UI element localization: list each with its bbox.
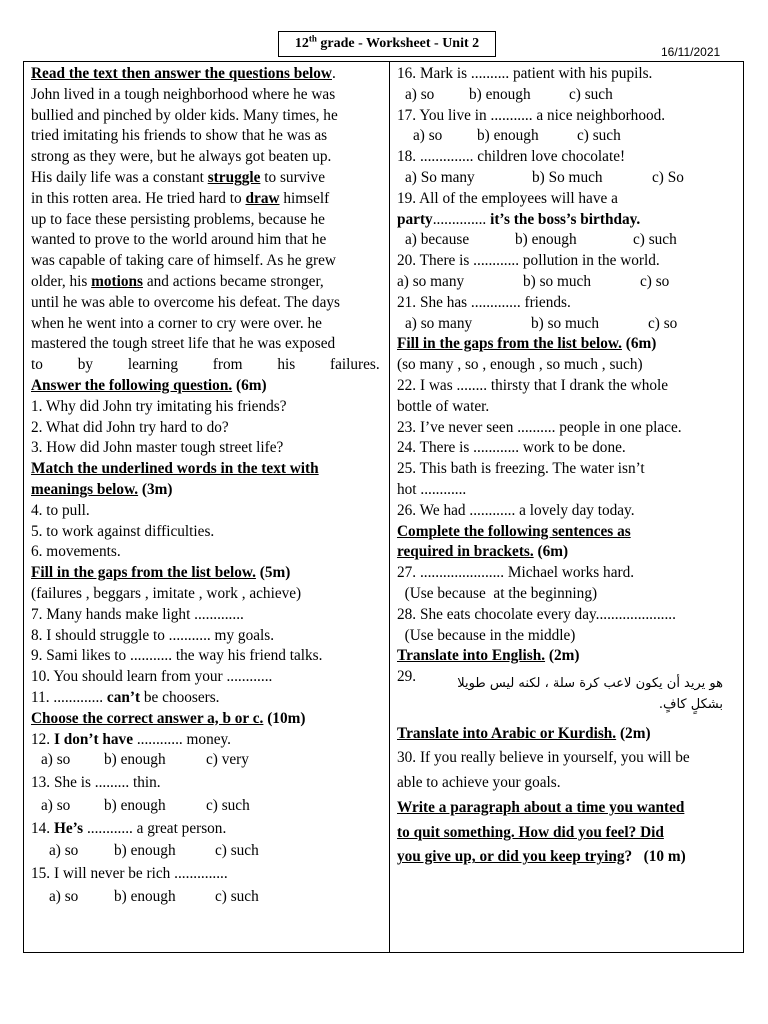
choice-19-options — [397, 230, 739, 251]
choice-blank: .............. — [432, 210, 487, 228]
option-a: a) so — [41, 796, 71, 814]
choice-bold: He’s — [53, 819, 84, 837]
choice-20-options — [397, 272, 739, 293]
match-heading-line2 — [31, 480, 381, 501]
gap-22: 22. I was ........ thirsty that I drank the whole — [397, 376, 669, 394]
option-a: a) So many — [405, 168, 475, 186]
passage-line: bullied and pinched by older kids. Many times, he — [31, 106, 338, 124]
question-3: 3. How did John master tough street life? — [31, 439, 284, 457]
underlined-word-motions: motions — [91, 272, 143, 290]
translate-29-number: 29. — [397, 668, 417, 686]
option-b: b) so much — [523, 272, 591, 290]
choice-16: 16. Mark is .......... patient with his pupils. — [397, 65, 653, 82]
choice-17: 17. You live in ........... a nice neighborhood. — [397, 106, 666, 124]
sentence-27: 27. ...................... Michael works hard. — [397, 564, 635, 582]
choice-15: 15. I will never be rich .............. — [31, 865, 228, 883]
complete-heading-text: required in brackets. — [397, 543, 534, 561]
gap-25: 25. This bath is freezing. The water isn’t — [397, 460, 645, 478]
left-column — [31, 64, 381, 908]
choice-14-options — [31, 841, 381, 862]
arabic-sentence-line1: هو يريد أن يكون لاعب كرة سلة ، لكنه ليس طويلا — [457, 675, 723, 691]
underlined-word-draw: draw — [245, 189, 280, 207]
passage-line: John lived in a tough neighborhood where he was — [31, 85, 336, 103]
worksheet-title — [278, 31, 496, 57]
choice-19: 19. All of the employees will have a — [397, 189, 618, 207]
passage-line — [31, 168, 381, 189]
gap-24: 24. There is ............ work to be done. — [397, 439, 626, 457]
choice-12 — [31, 730, 381, 751]
option-a: a) so — [49, 888, 79, 906]
option-a: a) so — [413, 127, 443, 145]
writing-question-mark: ? — [624, 848, 633, 866]
passage-line: tried imitating his friends to show that he was as — [31, 127, 328, 145]
match-marks: (3m) — [138, 480, 173, 498]
gap-23: 23. I’ve never seen .......... people in one place. — [397, 418, 682, 436]
choose-heading — [31, 709, 381, 730]
choice-bold: it’s the boss’s birthday. — [486, 210, 641, 228]
option-b: b) enough — [104, 751, 166, 769]
translate-ar-marks: (2m) — [616, 724, 651, 742]
passage-line: until he was able to overcome his defeat. The days — [31, 293, 340, 311]
gap-text: 11. ............. — [31, 688, 107, 706]
gap-10: 10. You should learn from your ............ — [31, 668, 273, 686]
passage-text: himself — [279, 189, 330, 207]
choice-bold: I don’t have — [53, 730, 133, 748]
passage-line — [31, 272, 381, 293]
choice-text: ............ money. — [133, 730, 232, 748]
choice-21-options — [397, 314, 739, 335]
meaning-6: 6. movements. — [31, 543, 121, 561]
gap-bold-word: can’t — [106, 688, 141, 706]
question-2: 2. What did John try hard to do? — [31, 418, 229, 436]
passage-line: mastered the tough street life that he was exposed — [31, 335, 336, 353]
sentence-27-note: (Use because at the beginning) — [397, 584, 598, 602]
complete-marks: (6m) — [533, 543, 569, 561]
fill2-heading — [397, 334, 739, 355]
fill-heading-text: Fill in the gaps from the list below. — [31, 564, 256, 582]
word-list: (failures , beggars , imitate , work , achieve) — [31, 584, 302, 602]
complete-heading: Complete the following sentences as — [397, 522, 631, 540]
reading-heading-text: Read the text then answer the questions below — [31, 65, 332, 82]
reading-heading-end: . — [331, 65, 336, 82]
right-column — [397, 64, 739, 868]
choice-text: ............ a great person. — [83, 819, 227, 837]
choice-20: 20. There is ............ pollution in the world. — [397, 252, 660, 270]
passage-text: in this rotten area. He tried hard to — [31, 189, 246, 207]
gap-11 — [31, 688, 381, 709]
arabic-sentence-line2: بشكلٍ كافٍ. — [658, 696, 723, 712]
choice-13-options — [31, 796, 381, 817]
writing-marks: (10 m) — [632, 848, 686, 866]
passage-text: His daily life was a constant — [31, 168, 208, 186]
choice-text: 14. — [31, 819, 54, 837]
translate-en-heading — [397, 646, 739, 667]
option-c: c) very — [206, 751, 249, 769]
choice-16-options — [397, 85, 739, 106]
title-grade: 12 — [294, 36, 309, 51]
option-b: b) enough — [114, 842, 176, 860]
gap-25-line2: hot ............ — [397, 480, 467, 498]
fill-marks: (5m) — [255, 564, 291, 582]
writing-heading: Write a paragraph about a time you wanted — [397, 798, 685, 816]
choice-14 — [31, 819, 381, 840]
choice-text: 12. — [31, 730, 54, 748]
choose-heading-text: Choose the correct answer a, b or c. — [31, 709, 264, 727]
questions-heading-text: Answer the following question. — [31, 376, 233, 394]
option-b: b) enough — [104, 796, 166, 814]
passage-line: to by learning from his failures. — [31, 356, 380, 374]
translate-30: 30. If you really believe in yourself, you will be — [397, 749, 690, 767]
option-c: c) so — [640, 272, 670, 290]
choose-marks: (10m) — [263, 709, 306, 727]
gap-26: 26. We had ............ a lovely day today. — [397, 501, 635, 519]
passage-line: strong as they were, but he always got beaten up. — [31, 148, 332, 166]
column-divider — [389, 61, 390, 953]
title-text: grade - Worksheet - Unit 2 — [316, 36, 480, 51]
passage-line: when he went into a corner to cry were over. he — [31, 314, 322, 332]
option-c: c) So — [652, 168, 684, 186]
meaning-5: 5. to work against difficulties. — [31, 522, 215, 540]
meaning-4: 4. to pull. — [31, 501, 90, 519]
choice-15-options — [31, 887, 381, 908]
translate-en-marks: (2m) — [545, 647, 580, 665]
writing-heading-line2: to quit something. How did you feel? Did — [397, 823, 664, 841]
underlined-word-struggle: struggle — [207, 168, 261, 186]
translate-ar-heading-text: Translate into Arabic or Kurdish. — [397, 724, 617, 742]
sentence-28-note: (Use because in the middle) — [397, 626, 576, 644]
gap-7: 7. Many hands make light ............. — [31, 605, 244, 623]
choice-17-options — [397, 126, 739, 147]
option-a: a) so many — [405, 314, 473, 332]
passage-line: wanted to prove to the world around him that he — [31, 231, 327, 249]
match-heading: Match the underlined words in the text with — [31, 460, 319, 478]
title-sup: th — [308, 33, 317, 44]
fill-heading — [31, 563, 381, 584]
option-c: c) so — [648, 314, 678, 332]
passage-line: was capable of taking care of himself. As he grew — [31, 252, 336, 270]
gap-22-line2: bottle of water. — [397, 397, 490, 415]
option-a: a) so many — [397, 272, 465, 290]
passage-text: and actions became stronger, — [143, 272, 324, 290]
translate-en-heading-text: Translate into English. — [397, 647, 546, 665]
gap-9: 9. Sami likes to ........... the way his friend talks. — [31, 647, 323, 665]
choice-18: 18. .............. children love chocolate! — [397, 148, 626, 166]
option-a: a) so — [41, 751, 71, 769]
option-b: b) so much — [531, 314, 599, 332]
choice-19-line2 — [397, 210, 739, 231]
option-c: c) such — [633, 231, 677, 249]
option-c: c) such — [206, 796, 250, 814]
match-heading-text: meanings below. — [31, 480, 139, 498]
choice-13: 13. She is ......... thin. — [31, 774, 161, 792]
option-c: c) such — [215, 842, 259, 860]
questions-marks: (6m) — [232, 376, 267, 394]
passage-text: to survive — [260, 168, 326, 186]
choice-bold: party — [397, 210, 433, 228]
question-1: 1. Why did John try imitating his friends? — [31, 397, 287, 415]
translate-ar-heading — [397, 724, 739, 745]
complete-heading-line2 — [397, 542, 739, 563]
passage-line — [31, 189, 381, 210]
option-b: b) enough — [114, 888, 176, 906]
choice-12-options — [31, 750, 381, 771]
reading-heading — [31, 64, 381, 85]
worksheet-date: 16/11/2021 — [661, 45, 721, 59]
writing-heading-line3 — [397, 847, 739, 868]
choice-18-options — [397, 168, 739, 189]
option-c: c) such — [569, 85, 613, 103]
option-b: b) enough — [515, 231, 577, 249]
option-a: a) so — [49, 842, 79, 860]
fill2-heading-text: Fill in the gaps from the list below. — [397, 335, 622, 353]
option-b: b) enough — [469, 85, 531, 103]
gap-8: 8. I should struggle to ........... my goals. — [31, 626, 275, 644]
option-a: a) because — [405, 231, 470, 249]
choice-21: 21. She has ............. friends. — [397, 293, 571, 311]
fill2-marks: (6m) — [621, 335, 657, 353]
translate-30-line2: able to achieve your goals. — [397, 774, 561, 792]
questions-heading — [31, 376, 381, 397]
gap-text: be choosers. — [140, 688, 220, 706]
passage-text: older, his — [31, 272, 92, 290]
writing-heading-text: you give up, or did you keep trying — [397, 848, 625, 866]
passage-line: up to face these persisting problems, because he — [31, 210, 325, 228]
option-b: b) So much — [532, 168, 603, 186]
word-list-2: (so many , so , enough , so much , such) — [397, 356, 643, 374]
sentence-28: 28. She eats chocolate every day..................... — [397, 605, 676, 623]
option-b: b) enough — [477, 127, 539, 145]
option-c: c) such — [215, 888, 259, 906]
option-c: c) such — [577, 127, 621, 145]
option-a: a) so — [405, 85, 435, 103]
